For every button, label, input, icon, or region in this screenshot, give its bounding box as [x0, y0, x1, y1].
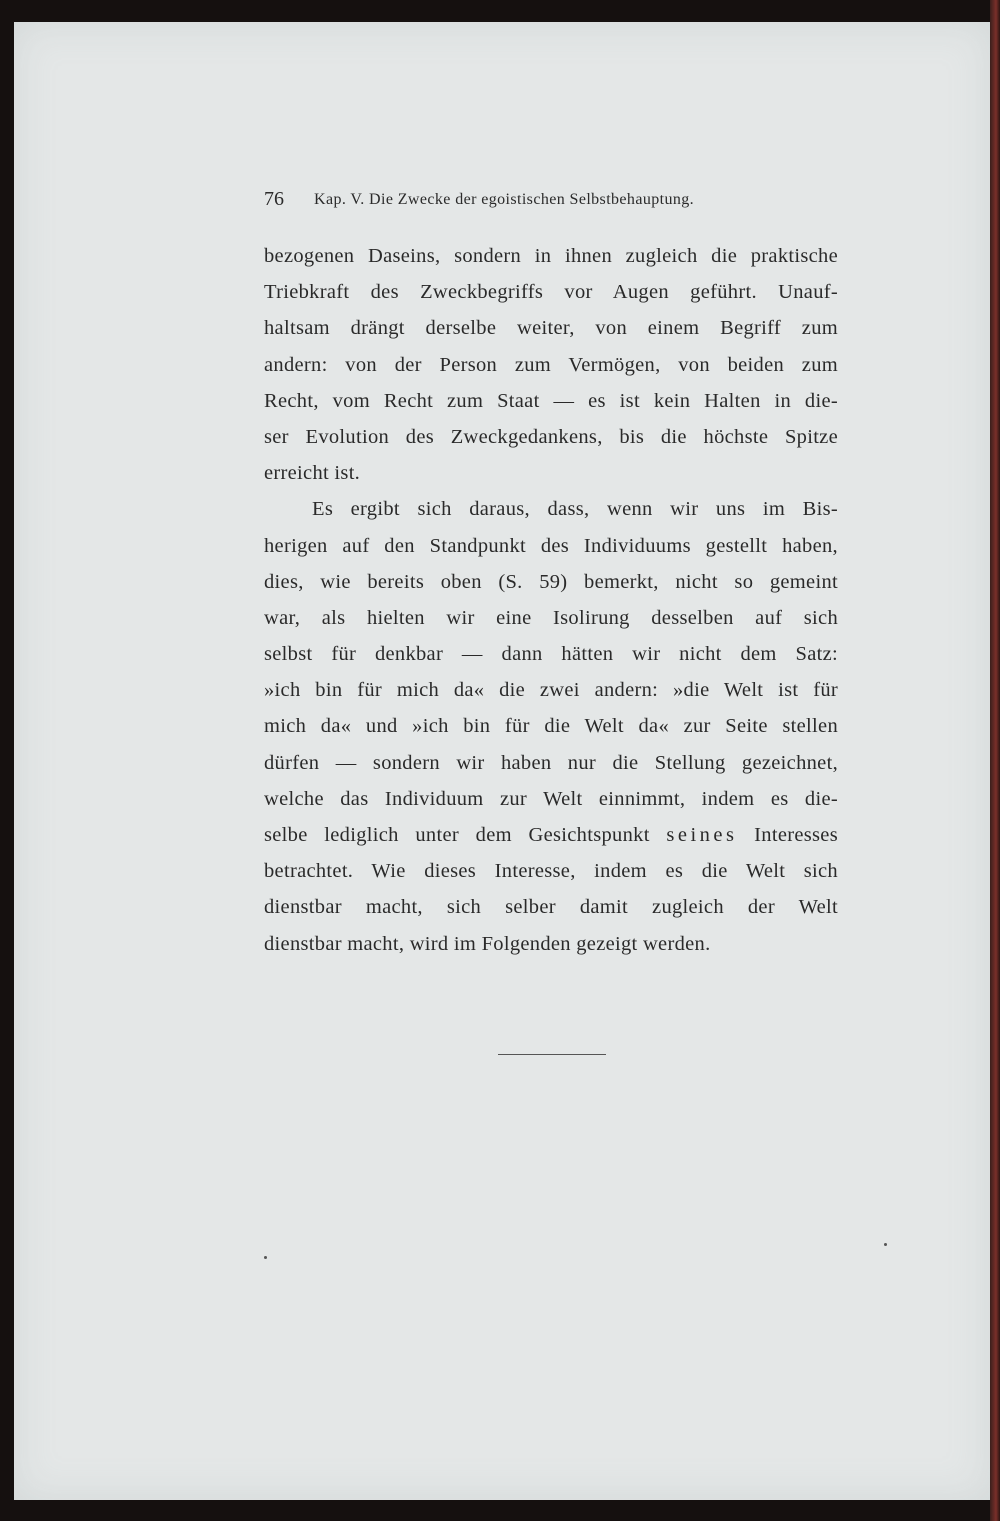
- text-line: dürfen — sondern wir haben nur die Stellung gezeichnet,: [264, 751, 838, 774]
- text-line: dienstbar macht, wird im Folgenden gezeigt werden.: [264, 932, 711, 955]
- running-header: [264, 188, 784, 218]
- text-line: ser Evolution des Zweckgedankens, bis die höchste Spitze: [264, 425, 838, 448]
- text-line: herigen auf den Standpunkt des Individuums gestellt haben,: [264, 534, 838, 557]
- text-line: [264, 817, 838, 853]
- text-line: war, als hielten wir eine Isolirung desselben auf sich: [264, 606, 838, 629]
- book-edge: [990, 0, 1000, 1521]
- text-segment: Interesses: [754, 824, 838, 846]
- text-line: erreicht ist.: [264, 462, 361, 485]
- emphasis-spaced: seines: [666, 824, 738, 846]
- text-line: dienstbar macht, sich selber damit zugleich der Welt: [264, 896, 838, 919]
- text-line: »ich bin für mich da« die zwei andern: »die Welt ist für: [264, 679, 838, 702]
- print-speck: [264, 1256, 267, 1259]
- text-line: welche das Individuum zur Welt einnimmt, indem es die-: [264, 787, 838, 810]
- text-line: haltsam drängt derselbe weiter, von einem Begriff zum: [264, 317, 838, 340]
- text-line: betrachtet. Wie dieses Interesse, indem es die Welt sich: [264, 860, 838, 883]
- closing-rule: [498, 1054, 606, 1055]
- text-line: dies, wie bereits oben (S. 59) bemerkt, nicht so gemeint: [264, 570, 838, 593]
- text-line: mich da« und »ich bin für die Welt da« zur Seite stellen: [264, 715, 838, 738]
- page-number: 76: [264, 188, 284, 210]
- body-text: [264, 238, 838, 962]
- text-line: bezogenen Daseins, sondern in ihnen zugleich die praktische: [264, 245, 838, 267]
- text-segment: selbe lediglich unter dem Gesichtspunkt: [264, 824, 650, 846]
- text-line: selbst für denkbar — dann hätten wir nicht dem Satz:: [264, 643, 838, 666]
- text-line: Recht, vom Recht zum Staat — es ist kein Halten in die-: [264, 389, 838, 412]
- text-line: andern: von der Person zum Vermögen, von beiden zum: [264, 353, 838, 376]
- print-speck: [884, 1243, 887, 1246]
- paragraph-start-line: Es ergibt sich daraus, dass, wenn wir uns im Bis-: [312, 498, 838, 521]
- running-title: Kap. V. Die Zwecke der egoistischen Selbstbehauptung.: [314, 191, 695, 208]
- text-line: Triebkraft des Zweckbegriffs vor Augen geführt. Unauf-: [264, 281, 838, 304]
